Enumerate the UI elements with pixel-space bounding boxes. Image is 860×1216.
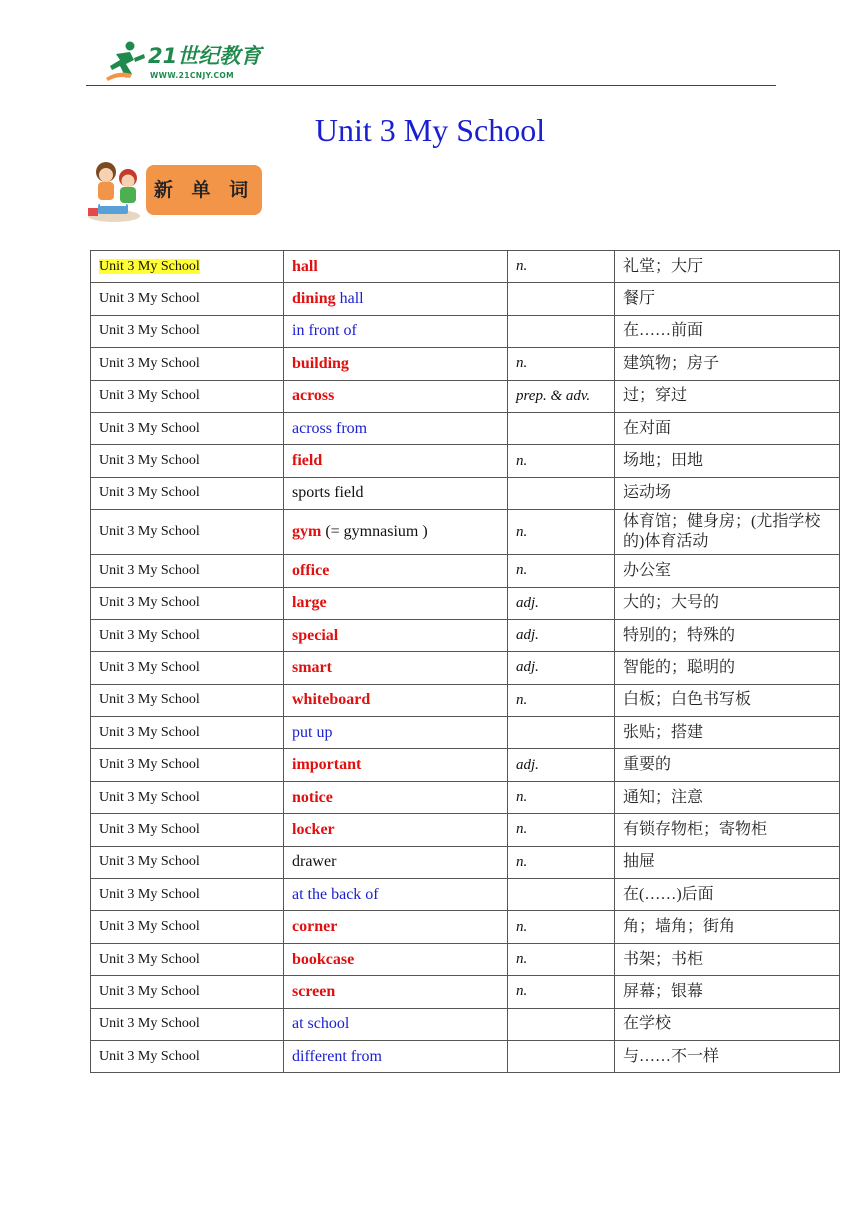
table-row — [91, 911, 840, 943]
table-row — [91, 251, 840, 283]
word-cell: dining hall — [284, 283, 508, 315]
part-of-speech-cell: n. — [508, 781, 615, 813]
table-row — [91, 380, 840, 412]
chinese-meaning-cell: 礼堂；大厅 — [615, 251, 840, 283]
chinese-meaning-cell: 大的；大号的 — [615, 587, 840, 619]
unit-cell: Unit 3 My School — [91, 348, 284, 380]
part-of-speech-cell — [508, 412, 615, 444]
chinese-meaning-cell: 运动场 — [615, 477, 840, 509]
unit-cell: Unit 3 My School — [91, 652, 284, 684]
word-cell: in front of — [284, 315, 508, 347]
unit-cell: Unit 3 My School — [91, 846, 284, 878]
part-of-speech-cell: n. — [508, 976, 615, 1008]
unit-cell: Unit 3 My School — [91, 380, 284, 412]
word-cell: across from — [284, 412, 508, 444]
word-cell: office — [284, 555, 508, 587]
header-divider — [86, 85, 776, 86]
table-row — [91, 652, 840, 684]
chinese-meaning-cell: 过；穿过 — [615, 380, 840, 412]
word-cell: different from — [284, 1040, 508, 1072]
chinese-meaning-cell: 与……不一样 — [615, 1040, 840, 1072]
part-of-speech-cell: n. — [508, 911, 615, 943]
chinese-meaning-cell: 通知；注意 — [615, 781, 840, 813]
table-row — [91, 814, 840, 846]
unit-cell: Unit 3 My School — [91, 555, 284, 587]
chinese-meaning-cell: 白板；白色书写板 — [615, 684, 840, 716]
unit-cell: Unit 3 My School — [91, 477, 284, 509]
part-of-speech-cell — [508, 283, 615, 315]
section-badge-label: 新 单 词 — [153, 179, 255, 201]
logo-url: WWW.21CNJY.COM — [150, 71, 235, 80]
unit-cell: Unit 3 My School — [91, 879, 284, 911]
word-cell: screen — [284, 976, 508, 1008]
chinese-meaning-cell: 重要的 — [615, 749, 840, 781]
part-of-speech-cell — [508, 1040, 615, 1072]
table-row — [91, 846, 840, 878]
logo-wordmark: 21世纪教育 — [148, 44, 262, 68]
table-row — [91, 684, 840, 716]
part-of-speech-cell: n. — [508, 510, 615, 555]
word-cell: drawer — [284, 846, 508, 878]
word-cell: whiteboard — [284, 684, 508, 716]
part-of-speech-cell — [508, 315, 615, 347]
word-cell: bookcase — [284, 943, 508, 975]
chinese-meaning-cell: 体育馆；健身房；(尤指学校的)体育活动 — [615, 510, 840, 555]
chinese-meaning-cell: 建筑物；房子 — [615, 348, 840, 380]
chinese-meaning-cell: 屏幕；银幕 — [615, 976, 840, 1008]
table-row — [91, 412, 840, 444]
word-cell: gym (= gymnasium ) — [284, 510, 508, 555]
unit-cell: Unit 3 My School — [91, 684, 284, 716]
table-row — [91, 283, 840, 315]
unit-cell: Unit 3 My School — [91, 976, 284, 1008]
chinese-meaning-cell: 办公室 — [615, 555, 840, 587]
word-cell: sports field — [284, 477, 508, 509]
unit-cell: Unit 3 My School — [91, 911, 284, 943]
chinese-meaning-cell: 书架；书柜 — [615, 943, 840, 975]
unit-cell: Unit 3 My School — [91, 717, 284, 749]
word-cell: large — [284, 587, 508, 619]
table-row — [91, 1008, 840, 1040]
table-row — [91, 619, 840, 651]
table-row — [91, 445, 840, 477]
unit-cell: Unit 3 My School — [91, 943, 284, 975]
word-cell: hall — [284, 251, 508, 283]
part-of-speech-cell: adj. — [508, 749, 615, 781]
chinese-meaning-cell: 特别的；特殊的 — [615, 619, 840, 651]
unit-cell: Unit 3 My School — [91, 619, 284, 651]
chinese-meaning-cell: 在(……)后面 — [615, 879, 840, 911]
chinese-meaning-cell: 张贴；搭建 — [615, 717, 840, 749]
chinese-meaning-cell: 在对面 — [615, 412, 840, 444]
chinese-meaning-cell: 场地；田地 — [615, 445, 840, 477]
chinese-meaning-cell: 智能的；聪明的 — [615, 652, 840, 684]
unit-cell: Unit 3 My School — [91, 445, 284, 477]
word-cell: building — [284, 348, 508, 380]
part-of-speech-cell: adj. — [508, 652, 615, 684]
unit-cell: Unit 3 My School — [91, 1040, 284, 1072]
part-of-speech-cell: n. — [508, 684, 615, 716]
part-of-speech-cell — [508, 717, 615, 749]
part-of-speech-cell: adj. — [508, 587, 615, 619]
kids-reading-icon — [84, 158, 154, 224]
part-of-speech-cell: n. — [508, 846, 615, 878]
part-of-speech-cell: n. — [508, 943, 615, 975]
table-row — [91, 879, 840, 911]
word-cell: smart — [284, 652, 508, 684]
table-row — [91, 943, 840, 975]
table-row — [91, 315, 840, 347]
part-of-speech-cell: n. — [508, 445, 615, 477]
unit-cell: Unit 3 My School — [91, 587, 284, 619]
word-cell: notice — [284, 781, 508, 813]
part-of-speech-cell: n. — [508, 348, 615, 380]
word-cell: at school — [284, 1008, 508, 1040]
part-of-speech-cell: adj. — [508, 619, 615, 651]
table-row — [91, 976, 840, 1008]
page-title: Unit 3 My School — [314, 112, 546, 148]
unit-cell: Unit 3 My School — [91, 510, 284, 555]
unit-cell: Unit 3 My School — [91, 315, 284, 347]
word-cell: at the back of — [284, 879, 508, 911]
part-of-speech-cell: n. — [508, 814, 615, 846]
unit-cell: Unit 3 My School — [91, 814, 284, 846]
word-cell: across — [284, 380, 508, 412]
part-of-speech-cell — [508, 1008, 615, 1040]
table-row — [91, 510, 840, 555]
site-logo — [104, 40, 274, 86]
word-cell: corner — [284, 911, 508, 943]
word-cell: important — [284, 749, 508, 781]
table-row — [91, 477, 840, 509]
unit-cell: Unit 3 My School — [91, 1008, 284, 1040]
part-of-speech-cell: n. — [508, 555, 615, 587]
unit-cell: Unit 3 My School — [91, 283, 284, 315]
table-row — [91, 555, 840, 587]
part-of-speech-cell: prep. & adv. — [508, 380, 615, 412]
word-cell: special — [284, 619, 508, 651]
part-of-speech-cell — [508, 879, 615, 911]
table-row — [91, 717, 840, 749]
vocabulary-table — [90, 250, 840, 1073]
chinese-meaning-cell: 餐厅 — [615, 283, 840, 315]
runner-logo-icon — [104, 40, 148, 84]
chinese-meaning-cell: 抽屉 — [615, 846, 840, 878]
word-cell: locker — [284, 814, 508, 846]
chinese-meaning-cell: 在……前面 — [615, 315, 840, 347]
table-row — [91, 348, 840, 380]
part-of-speech-cell: n. — [508, 251, 615, 283]
table-row — [91, 587, 840, 619]
table-row — [91, 749, 840, 781]
unit-cell: Unit 3 My School — [91, 749, 284, 781]
part-of-speech-cell — [508, 477, 615, 509]
word-cell: field — [284, 445, 508, 477]
chinese-meaning-cell: 在学校 — [615, 1008, 840, 1040]
unit-cell: Unit 3 My School — [91, 781, 284, 813]
table-row — [91, 781, 840, 813]
chinese-meaning-cell: 角；墙角；街角 — [615, 911, 840, 943]
table-row — [91, 1040, 840, 1072]
unit-cell: Unit 3 My School — [91, 412, 284, 444]
word-cell: put up — [284, 717, 508, 749]
unit-cell: Unit 3 My School — [91, 251, 284, 283]
chinese-meaning-cell: 有锁存物柜；寄物柜 — [615, 814, 840, 846]
section-badge — [84, 158, 266, 224]
